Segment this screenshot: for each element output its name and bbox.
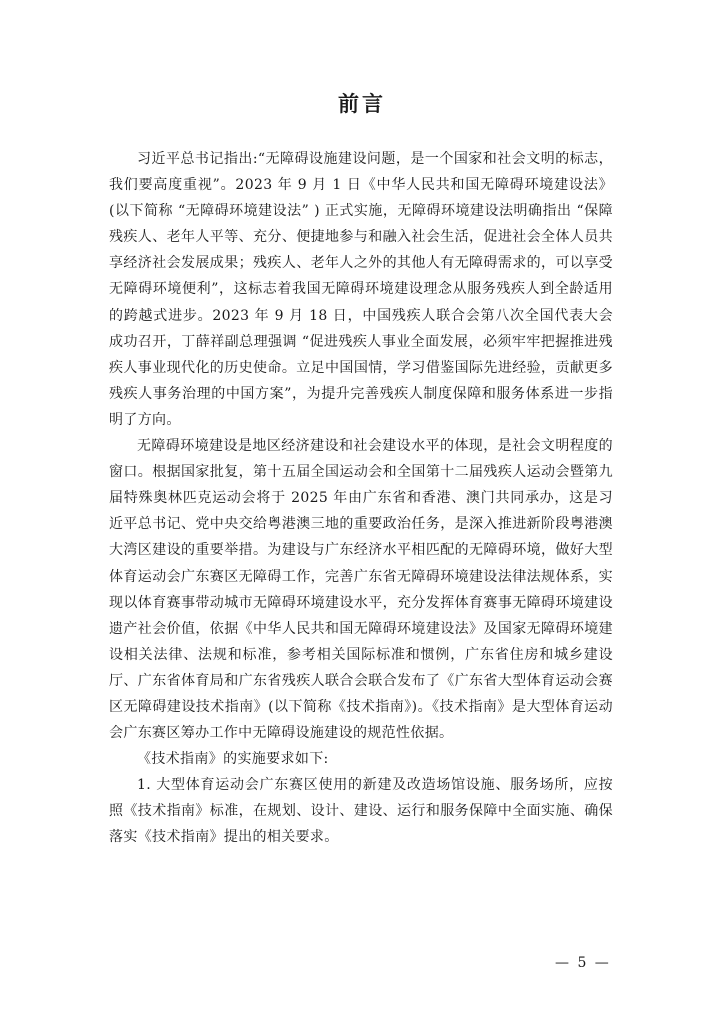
- page-title: 前言: [338, 92, 386, 116]
- page-number: — 5 —: [555, 955, 611, 971]
- paragraph-2: 无障碍环境建设是地区经济建设和社会建设水平的体现，是社会文明程度的窗口。根据国家批复，第十五届全国运动会和全国第十二届残疾人运动会暨第九届特殊奥林匹克运动会将于 2025 年由广东省和香港、澳门共同承办，这是习近平总书记、党中央交给粤港澳三地的重要政治任务，是深入推进新阶段粤港澳大湾区建设的重要举措。为建设与广东经济水平相匹配的无障碍环境，做好大型体育运动会广东赛区无障碍工作，完善广东省无障碍环境建设法律法规体系，实现以体育赛事带动城市无障碍环境建设水平，充分发挥体育赛事无障碍环境建设遗产社会价值，依据《中华人民共和国无障碍环境建设法》及国家无障碍环境建设相关法律、法规和标准，参考相关国际标准和惯例，广东省住房和城乡建设厅、广东省体育局和广东省残疾人联合会联合发布了《广东省大型体育运动会赛区无障碍建设技术指南》(以下简称《技术指南》)。《技术指南》是大型体育运动会广东赛区筹办工作中无障碍设施建设的规范性依据。: [109, 438, 613, 742]
- body-text: [109, 146, 613, 851]
- paragraph-3: 《技术指南》的实施要求如下:: [137, 751, 329, 768]
- paragraph-4: 1. 大型体育运动会广东赛区使用的新建及改造场馆设施、服务场所，应按照《技术指南》标准，在规划、设计、建设、运行和服务保障中全面实施、确保落实《技术指南》提出的相关要求。: [109, 777, 613, 846]
- paragraph-1: 习近平总书记指出:“无障碍设施建设问题，是一个国家和社会文明的标志，我们要高度重视”。2023 年 9 月 1 日《中华人民共和国无障碍环境建设法》(以下简称 “无障碍环境建设法” ) 正式实施，无障碍环境建设法明确指出 “保障残疾人、老年人平等、充分、便捷地参与和融入社会生活，促进社会全体人员共享经济社会发展成果；残疾人、老年人之外的其他人有无障碍需求的，可以享受无障碍环境便利”，这标志着我国无障碍环境建设理念从服务残疾人到全龄适用的跨越式进步。2023 年 9 月 18 日，中国残疾人联合会第八次全国代表大会成功召开，丁薛祥副总理强调 “促进残疾人事业全面发展，必须牢牢把握推进残疾人事业现代化的历史使命。立足中国国情，学习借鉴国际先进经验，贡献更多残疾人事务治理的中国方案”，为提升完善残疾人制度保障和服务体系进一步指明了方向。: [109, 151, 613, 428]
